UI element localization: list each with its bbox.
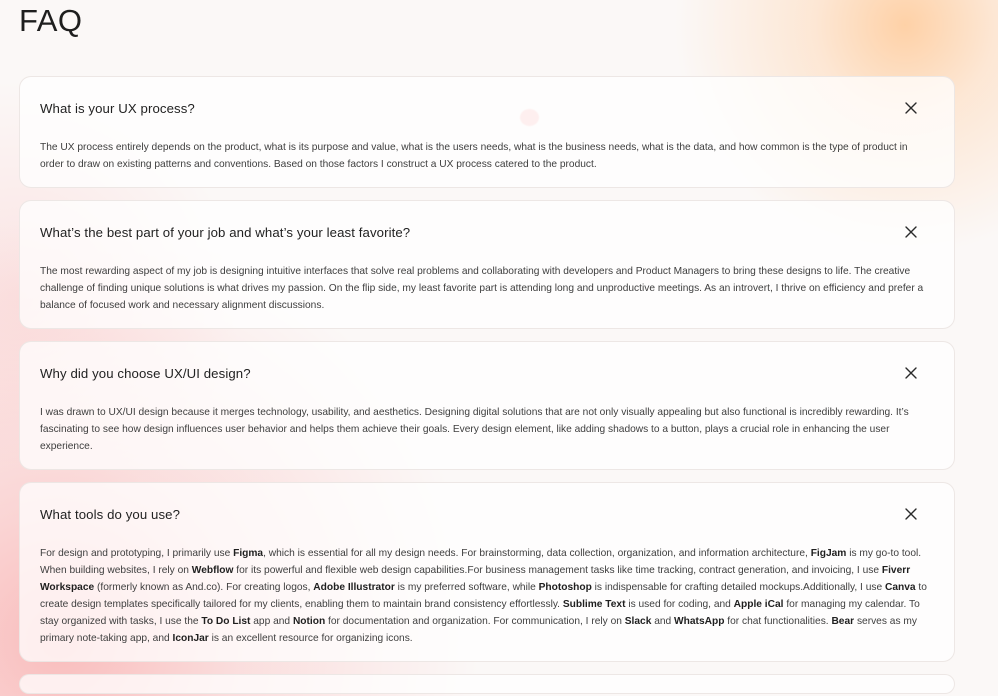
faq-question-row[interactable] <box>40 77 934 139</box>
tool-name: Bear <box>831 616 855 627</box>
tool-name: Sublime Text <box>562 599 626 610</box>
faq-list <box>19 76 955 694</box>
faq-answer: The UX process entirely depends on the product, what is its purpose and value, what is the users needs, what is the business needs, what is the data, and how common is the type of product in order to draw on existing patterns and conventions. Based on those factors I construct a UX process catered to the product. <box>40 142 908 170</box>
tool-name: Figma <box>233 548 264 559</box>
tool-name: Photoshop <box>538 582 592 593</box>
faq-question: Why did you choose UX/UI design? <box>40 365 251 381</box>
answer-text: is indispensable for crafting detailed mockups.Additionally, I use <box>591 582 885 593</box>
tool-name: Adobe Illustrator <box>313 582 395 593</box>
answer-text: is my go-to tool. When building websites, I rely on <box>40 548 922 576</box>
close-icon[interactable] <box>904 225 918 239</box>
answer-text: for documentation and organization. For communication, I rely on <box>325 616 625 627</box>
answer-text: is used for coding, and <box>625 599 734 610</box>
tool-name: Slack <box>624 616 652 627</box>
tool-name: WhatsApp <box>674 616 725 627</box>
answer-text: and <box>651 616 675 627</box>
tool-name: Apple iCal <box>733 599 784 610</box>
tool-name: FigJam <box>810 548 847 559</box>
answer-text: app and <box>250 616 293 627</box>
faq-answer: The most rewarding aspect of my job is designing intuitive interfaces that solve real problems and collaborating with developers and Product Managers to bring these designs to life. The creative challenge of finding unique solutions is what drives my passion. On the flip side, my least favorite part is attending long and unproductive meetings. As an introvert, I thrive on efficiency and prefer a balance of focused work and necessary alignment discussions. <box>40 266 924 311</box>
tool-name: To Do List <box>201 616 251 627</box>
answer-text: serves as my primary note-taking app, and <box>40 616 917 644</box>
faq-question: What tools do you use? <box>40 506 181 522</box>
faq-item-why-ux <box>19 341 955 470</box>
answer-text: For design and prototyping, I primarily use <box>40 548 234 559</box>
answer-text: to create design templates specifically tailored for my clients, enabling them to maintain brand consistency effortlessly. <box>40 582 927 610</box>
tool-name: Fiverr Workspace <box>40 565 911 593</box>
answer-text: (formerly known as And.co). For creating logos, <box>94 582 314 593</box>
answer-text: is an excellent resource for organizing icons. <box>208 633 413 644</box>
faq-question-row[interactable] <box>40 483 934 545</box>
faq-item-next[interactable] <box>19 674 955 694</box>
tool-name: Canva <box>884 582 916 593</box>
tool-name: Webflow <box>191 565 234 576</box>
answer-text: for chat functionalities. <box>724 616 832 627</box>
faq-answer: I was drawn to UX/UI design because it merges technology, usability, and aesthetics. Designing digital solutions that are not only visually appealing but also functional is incredibly rewarding. It’s fascinating to see how design influences user behavior and helps them achieve their goals. Every design element, like adding shadows to a button, plays a crucial role in enhancing the user experience. <box>40 407 909 452</box>
answer-text: for its powerful and flexible web design capabilities.For business management tasks like time tracking, contract generation, and invoicing, I use <box>233 565 882 576</box>
answer-text: is my preferred software, while <box>394 582 539 593</box>
tool-name: Notion <box>292 616 326 627</box>
page-title: FAQ <box>19 3 83 38</box>
close-icon[interactable] <box>904 101 918 115</box>
faq-question: What’s the best part of your job and what’s your least favorite? <box>40 224 411 240</box>
answer-text: , which is essential for all my design needs. For brainstorming, data collection, organization, and information architecture, <box>263 548 811 559</box>
faq-item-best-part <box>19 200 955 329</box>
faq-item-tools <box>19 482 955 662</box>
faq-answer <box>40 545 934 661</box>
answer-text: for managing my calendar. To stay organized with tasks, I use the <box>40 599 920 627</box>
close-icon[interactable] <box>904 366 918 380</box>
faq-item-ux-process <box>19 76 955 188</box>
faq-question: What is your UX process? <box>40 100 195 116</box>
faq-question-row[interactable] <box>40 201 934 263</box>
close-icon[interactable] <box>904 507 918 521</box>
faq-question-row[interactable] <box>40 342 934 404</box>
tool-name: IconJar <box>172 633 209 644</box>
